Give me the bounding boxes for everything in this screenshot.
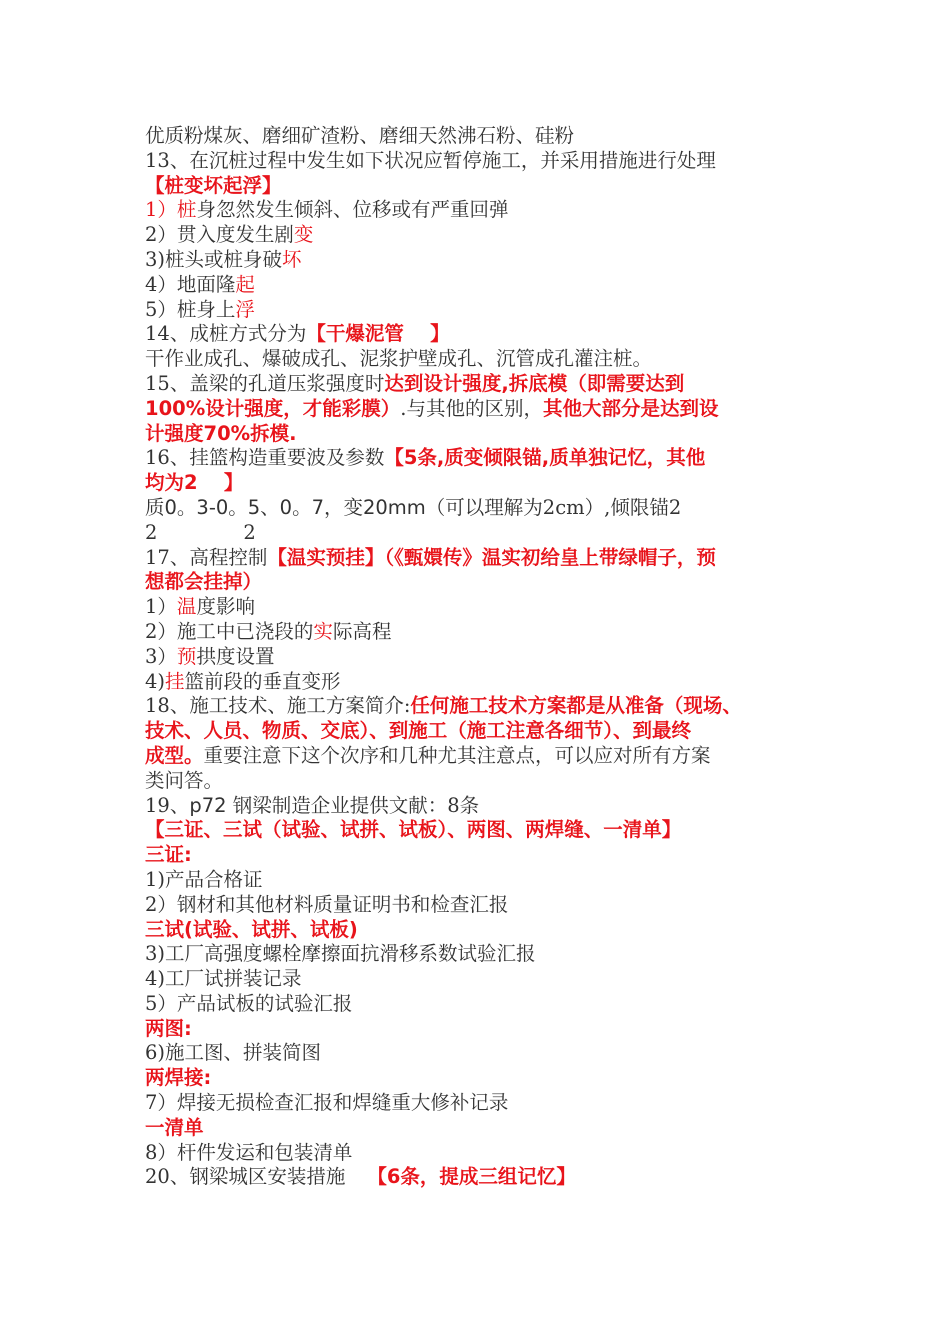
subheading: 三证: [145,843,192,867]
list-item: 3)桩头或桩身破坏 [145,247,302,271]
item-14-heading: 14、成桩方式分为【干爆泥管 】 [145,322,450,346]
list-item: 8）杆件发运和包装清单 [145,1140,353,1164]
item-20-heading: 20、钢梁城区安装措施 【6条，提成三组记忆】 [145,1165,576,1189]
text-line: 2 2 [145,520,256,544]
subheading: 两焊接: [145,1066,212,1090]
text-line: 质0。3-0。5、0。7，变20mm（可以理解为2cm）,倾限锚2 [145,495,682,519]
list-item: 2）贯入度发生剧变 [145,223,314,247]
text-line: 想都会挂掉） [145,570,263,594]
document-body [145,124,835,1190]
subheading: 两图: [145,1016,192,1040]
text-line: 优质粉煤灰、磨细矿渣粉、磨细天然沸石粉、硅粉 [145,124,575,147]
text-line: 成型。重要注意下这个次序和几种尤其注意点，可以应对所有方案 [145,743,711,767]
text-line: 100%设计强度，才能彩膜）.与其他的区别，其他大部分是达到设 [145,396,719,420]
item-16-heading: 16、挂篮构造重要波及参数【5条,质变倾限锚,质单独记忆，其他 [145,446,706,470]
list-item: 1）桩身忽然发生倾斜、位移或有严重回弹 [145,198,509,222]
list-item: 5）产品试板的试验汇报 [145,991,353,1015]
text-line: 类问答。 [145,768,224,792]
list-item: 2）钢材和其他材料质量证明书和检查汇报 [145,892,509,916]
item-19-heading: 19、p72 钢梁制造企业提供文献：8条 [145,793,480,817]
list-item: 5）桩身上浮 [145,297,255,321]
list-item: 4)工厂试拼装记录 [145,967,302,991]
text-line: 计强度70%拆模. [145,421,297,445]
item-13-heading: 13、在沉桩过程中发生如下状况应暂停施工，并采用措施进行处理 [145,148,716,172]
text-line: 干作业成孔、爆破成孔、泥浆护壁成孔、沉管成孔灌注桩。 [145,347,653,371]
item-17-heading: 17、高程控制【温实预挂】（《甄嬛传》温实初给皇上带绿帽子，预 [145,545,716,569]
mnemonic: 【桩变坏起浮】 [145,173,282,197]
subheading: 三试(试验、试拼、试板) [145,917,358,941]
item-18-heading: 18、施工技术、施工方案简介:任何施工技术方案都是从准备（现场、 [145,694,742,718]
item-15-heading: 15、盖梁的孔道压浆强度时达到设计强度,拆底模（即需要达到 [145,371,685,395]
list-item: 3)工厂高强度螺栓摩擦面抗滑移系数试验汇报 [145,942,536,966]
list-item: 2）施工中已浇段的实际高程 [145,619,392,643]
list-item: 1）温度影响 [145,595,255,619]
list-item: 4）地面隆起 [145,272,255,296]
list-item: 4)挂篮前段的垂直变形 [145,669,341,693]
text-line: 技术、人员、物质、交底）、到施工（施工注意各细节）、到最终 [145,719,692,743]
list-item: 7）焊接无损检查汇报和焊缝重大修补记录 [145,1091,509,1115]
list-item: 6)施工图、拼装简图 [145,1041,322,1065]
mnemonic: 【三证、三试（试验、试拼、试板）、两图、两焊缝、一清单】 [145,818,682,842]
list-item: 3）预拱度设置 [145,644,275,668]
list-item: 1)产品合格证 [145,867,263,891]
subheading: 一清单 [145,1115,204,1139]
text-line: 均为2 】 [145,471,244,495]
